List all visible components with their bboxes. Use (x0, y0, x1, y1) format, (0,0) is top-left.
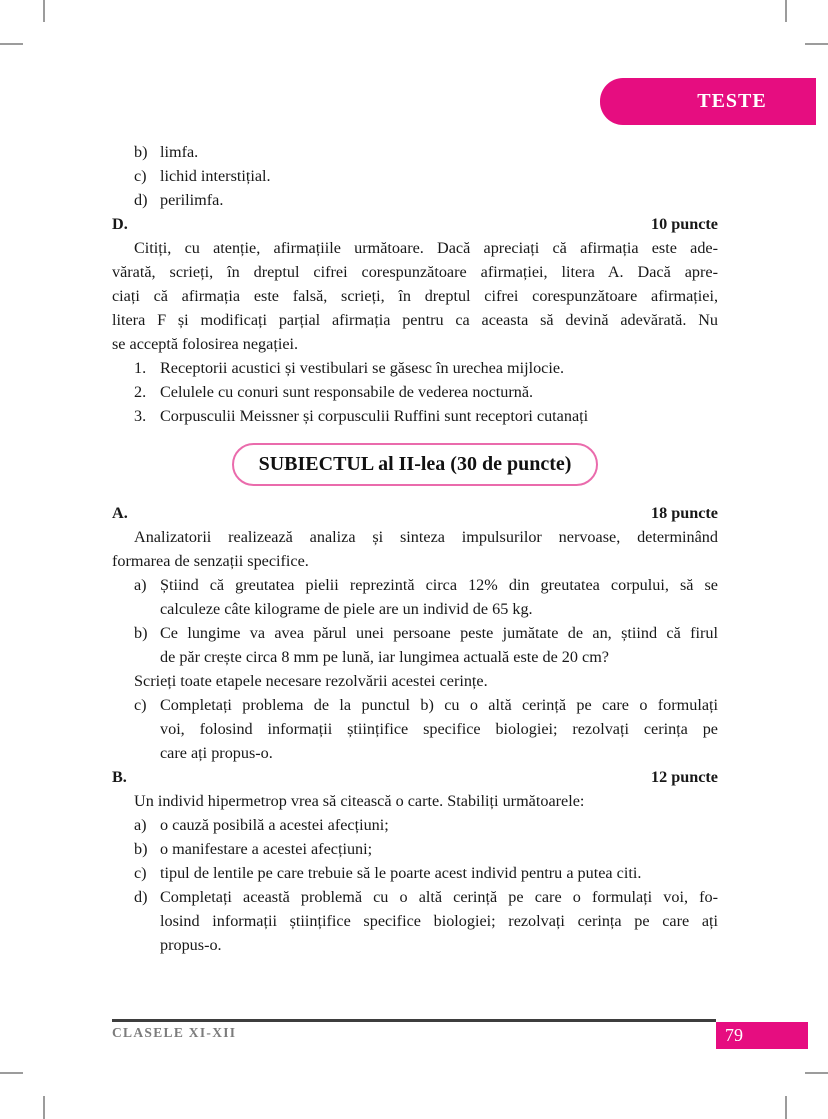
statement-item (134, 404, 718, 428)
statements-list (112, 356, 718, 428)
statement-item (134, 380, 718, 404)
chapter-tab (600, 78, 816, 125)
list-marker: b) (134, 840, 148, 858)
section-b-header (112, 765, 718, 789)
task-item-d (134, 885, 718, 957)
list-marker: 1. (134, 359, 147, 377)
crop-mark-top-left-vertical (43, 0, 45, 22)
crop-mark-bottom-left-vertical (43, 1096, 45, 1119)
text-line: Completați această problemă cu o altă cerință pe care o formulați voi, fo- (160, 888, 718, 906)
text-line: voi, folosind informații științifice specifice biologiei; rezolvați cerința pe (160, 720, 718, 738)
page-number: 79 (725, 1025, 743, 1045)
text-line: calculeze câte kilograme de piele are un individ de 65 kg. (160, 600, 533, 618)
section-a-points: 18 puncte (650, 504, 718, 522)
list-marker: c) (134, 167, 147, 185)
section-a-note: Scrieți toate etapele necesare rezolvării acestei cerințe. (134, 672, 488, 690)
task-item-a (134, 573, 718, 621)
page-content (112, 140, 718, 957)
text-line: care ați propus-o. (160, 744, 273, 762)
text-line: Analizatorii realizează analiza și sinteza impulsurilor nervoase, determinând (134, 528, 718, 546)
text-line: Completați problema de la punctul b) cu o altă cerință pe care o formulați (160, 696, 718, 714)
section-a-header (112, 501, 718, 525)
footer-classes-label: CLASELE XI-XII (112, 1025, 237, 1040)
task-item-a (134, 813, 718, 837)
text-line: de păr crește circa 8 mm pe lună, iar lungimea actuală este de 20 cm? (160, 648, 609, 666)
text-line: vărată, scrieți, în dreptul cifrei corespunzătoare afirmației, litera A. Dacă apre- (112, 263, 718, 281)
statement-item (134, 356, 718, 380)
crop-mark-bottom-right-horizontal (805, 1072, 828, 1074)
section-d-header (112, 212, 718, 236)
section-a-items (112, 573, 718, 765)
text-line: Corpusculii Meissner și corpusculii Ruffini sunt receptori cutanați (160, 407, 589, 425)
list-marker: 3. (134, 407, 147, 425)
subject-box (232, 443, 599, 486)
answer-option (134, 140, 718, 164)
page-number-box (716, 1022, 808, 1049)
task-item-b (134, 621, 718, 669)
list-marker: b) (134, 143, 148, 161)
text-line: Receptorii acustici și vestibulari se găsesc în urechea mijlocie. (160, 359, 565, 377)
text-line: losind informații științifice specifice biologiei; rezolvați cerința pe care ați (160, 912, 718, 930)
task-item-b (134, 837, 718, 861)
text-line: se acceptă folosirea negației. (112, 335, 299, 353)
text-line: formarea de senzații specifice. (112, 552, 309, 570)
list-marker: a) (134, 576, 147, 594)
text-line: Celulele cu conuri sunt responsabile de vederea nocturnă. (160, 383, 534, 401)
text-line: ciați că afirmația este falsă, scrieți, în dreptul cifrei corespunzătoare afirmației, (112, 287, 718, 305)
crop-mark-top-right-horizontal (805, 43, 828, 45)
text-line: o cauză posibilă a acestei afecțiuni; (160, 816, 389, 834)
section-b-intro (112, 789, 718, 813)
section-a-intro (112, 525, 718, 573)
task-item-c (134, 861, 718, 885)
section-b-points: 12 puncte (650, 768, 718, 786)
footer-rule (112, 1019, 716, 1022)
section-b-items (112, 813, 718, 957)
section-a-label: A. (112, 504, 128, 522)
list-marker: b) (134, 624, 148, 642)
text-line: propus-o. (160, 936, 222, 954)
subject-box-wrap (112, 443, 718, 486)
answer-options-list (112, 140, 718, 212)
text-line: litera F și modificați parțial afirmația pentru ca aceasta să devină adevărată. Nu (112, 311, 718, 329)
list-marker: c) (134, 864, 147, 882)
list-marker: a) (134, 816, 147, 834)
answer-option (134, 164, 718, 188)
section-d-paragraph (112, 236, 718, 356)
section-d-label: D. (112, 215, 128, 233)
crop-mark-top-right-vertical (785, 0, 787, 22)
text-line: lichid interstițial. (160, 167, 271, 185)
text-line: o manifestare a acestei afecțiuni; (160, 840, 373, 858)
text-line: tipul de lentile pe care trebuie să le poarte acest individ pentru a putea citi. (160, 864, 642, 882)
list-marker: d) (134, 888, 148, 906)
task-item-c (134, 693, 718, 765)
crop-mark-bottom-left-horizontal (0, 1072, 23, 1074)
answer-option (134, 188, 718, 212)
text-line: limfa. (160, 143, 199, 161)
list-marker: c) (134, 696, 147, 714)
section-d-points: 10 puncte (650, 215, 718, 233)
list-marker: d) (134, 191, 148, 209)
text-line: Un individ hipermetrop vrea să citească o carte. Stabiliți următoarele: (134, 792, 585, 810)
list-marker: 2. (134, 383, 147, 401)
text-line: Ce lungime va avea părul unei persoane peste jumătate de an, știind că firul (160, 624, 718, 642)
text-line: perilimfa. (160, 191, 224, 209)
crop-mark-top-left-horizontal (0, 43, 23, 45)
text-line: Citiți, cu atenție, afirmațiile următoare. Dacă apreciați că afirmația este ade- (134, 239, 718, 257)
chapter-tab-label: TESTE (697, 90, 767, 112)
subject-box-title: SUBIECTUL al II-lea (30 de puncte) (258, 453, 572, 475)
section-b-label: B. (112, 768, 127, 786)
text-line: Știind că greutatea pielii reprezintă circa 12% din greutatea corpului, să se (160, 576, 718, 594)
crop-mark-bottom-right-vertical (785, 1096, 787, 1119)
